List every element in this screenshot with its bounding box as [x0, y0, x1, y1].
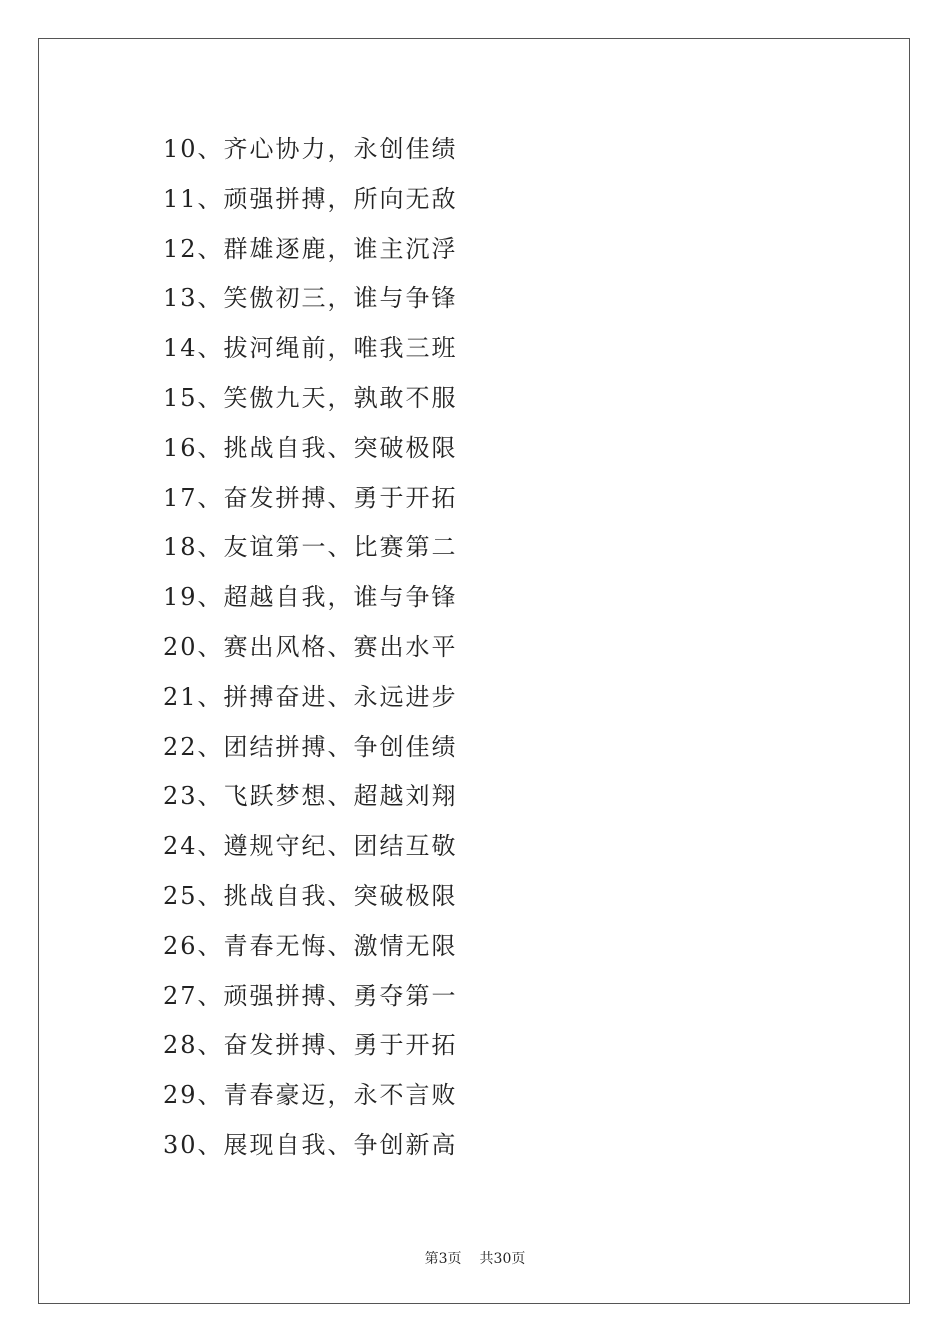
slogan-item: 25、挑战自我、突破极限	[163, 881, 458, 910]
page-footer	[0, 1248, 950, 1268]
slogan-item: 20、赛出风格、赛出水平	[163, 632, 458, 661]
slogan-item: 30、展现自我、争创新高	[163, 1130, 458, 1159]
slogan-item: 14、拔河绳前，唯我三班	[163, 334, 458, 363]
slogan-item: 22、团结拼搏、争创佳绩	[163, 732, 458, 761]
slogan-item: 19、超越自我，谁与争锋	[163, 583, 458, 612]
slogan-item: 10、齐心协力，永创佳绩	[163, 135, 458, 163]
page-number-current: 第3页	[424, 1251, 462, 1267]
slogan-item: 13、笑傲初三，谁与争锋	[163, 284, 458, 313]
slogan-item: 24、遵规守纪、团结互敬	[163, 832, 458, 861]
slogan-item: 17、奋发拼搏、勇于开拓	[163, 483, 458, 512]
slogan-item: 15、笑傲九天，孰敢不服	[163, 383, 458, 412]
slogan-item: 26、青春无悔、激情无限	[163, 931, 458, 960]
slogan-item: 18、友谊第一、比赛第二	[163, 533, 458, 562]
page-number-total: 共30页	[479, 1251, 526, 1267]
slogan-item: 29、青春豪迈，永不言败	[163, 1081, 458, 1110]
slogan-item: 23、飞跃梦想、超越刘翔	[163, 782, 458, 811]
slogan-list	[163, 131, 458, 1177]
slogan-item: 16、挑战自我、突破极限	[163, 433, 458, 462]
slogan-item: 21、拼搏奋进、永远进步	[163, 682, 458, 711]
slogan-item: 12、群雄逐鹿，谁主沉浮	[163, 234, 458, 263]
slogan-item: 11、顽强拼搏，所向无敌	[163, 184, 458, 213]
slogan-item: 28、奋发拼搏、勇于开拓	[163, 1031, 458, 1060]
slogan-item: 27、顽强拼搏、勇夺第一	[163, 981, 458, 1010]
